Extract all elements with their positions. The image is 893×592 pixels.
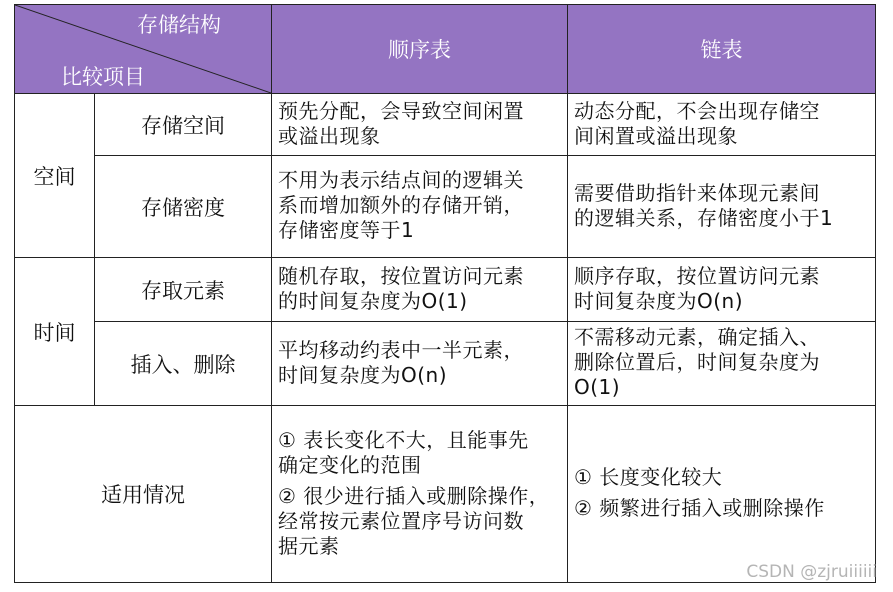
table-row <box>15 322 876 406</box>
cell-sequential-insert-delete <box>272 322 568 406</box>
table-row <box>15 156 876 258</box>
row-label-insert-delete: 插入、删除 <box>95 322 272 406</box>
cell-linked-insert-delete <box>568 322 876 406</box>
text-line: ② 很少进行插入或删除操作， <box>278 483 550 508</box>
row-label-access-element: 存取元素 <box>95 258 272 322</box>
text-line: 时间复杂度为O(n) <box>278 362 448 387</box>
text-line: 平均移动约表中一半元素， <box>278 337 524 362</box>
csdn-watermark: CSDN @zjruiiiiii <box>746 562 877 582</box>
header-sequential-list: 顺序表 <box>272 5 568 94</box>
text-line: 或溢出现象 <box>278 123 381 148</box>
text-line: 预先分配，会导致空间闲置 <box>278 98 524 123</box>
cell-linked-usage <box>568 406 876 583</box>
text-line: 间闲置或溢出现象 <box>574 123 738 148</box>
text-line: 动态分配，不会出现存储空 <box>574 98 820 123</box>
header-row <box>15 5 876 94</box>
row-label-storage-density: 存储密度 <box>95 156 272 258</box>
group-label-time: 时间 <box>15 258 95 406</box>
text-line: 顺序存取，按位置访问元素 <box>574 263 820 288</box>
cell-linked-storage-space <box>568 94 876 156</box>
cell-sequential-storage-density <box>272 156 568 258</box>
table-row <box>15 406 876 583</box>
cell-sequential-storage-space <box>272 94 568 156</box>
text-line: 确定变化的范围 <box>278 452 422 477</box>
text-line: 经常按元素位置序号访问数 <box>278 508 524 533</box>
corner-header-cell <box>15 5 272 94</box>
row-label-storage-space: 存储空间 <box>95 94 272 156</box>
cell-sequential-access <box>272 258 568 322</box>
cell-linked-access <box>568 258 876 322</box>
text-line: 不用为表示结点间的逻辑关 <box>278 168 524 192</box>
text-line: 系而增加额外的存储开销， <box>278 193 524 217</box>
text-line: ② 频繁进行插入或删除操作 <box>574 496 825 520</box>
text-line: 需要借助指针来体现元素间 <box>574 180 820 205</box>
text-line: O(1) <box>574 375 621 399</box>
corner-label-items: 比较项目 <box>61 65 145 89</box>
cell-linked-storage-density <box>568 156 876 258</box>
text-line: ① 表长变化不大，且能事先 <box>278 427 529 452</box>
text-line: 时间复杂度为O(n) <box>574 288 744 313</box>
text-line: 不需移动元素，确定插入、 <box>574 325 820 349</box>
text-line: 随机存取，按位置访问元素 <box>278 263 524 288</box>
cell-sequential-usage <box>272 406 568 583</box>
text-line: 删除位置后，时间复杂度为 <box>574 350 820 374</box>
group-label-space: 空间 <box>15 94 95 258</box>
text-line: 存储密度等于1 <box>278 218 415 242</box>
table-row <box>15 94 876 156</box>
text-line: ① 长度变化较大 <box>574 465 723 489</box>
comparison-table <box>14 4 876 583</box>
text-line: 据元素 <box>278 533 340 558</box>
text-line: 的时间复杂度为O(1) <box>278 288 468 313</box>
text-line: 的逻辑关系，存储密度小于1 <box>574 205 834 230</box>
corner-label-structure: 存储结构 <box>137 13 221 37</box>
header-linked-list: 链表 <box>568 5 876 94</box>
group-label-usage: 适用情况 <box>15 406 272 583</box>
table-row <box>15 258 876 322</box>
